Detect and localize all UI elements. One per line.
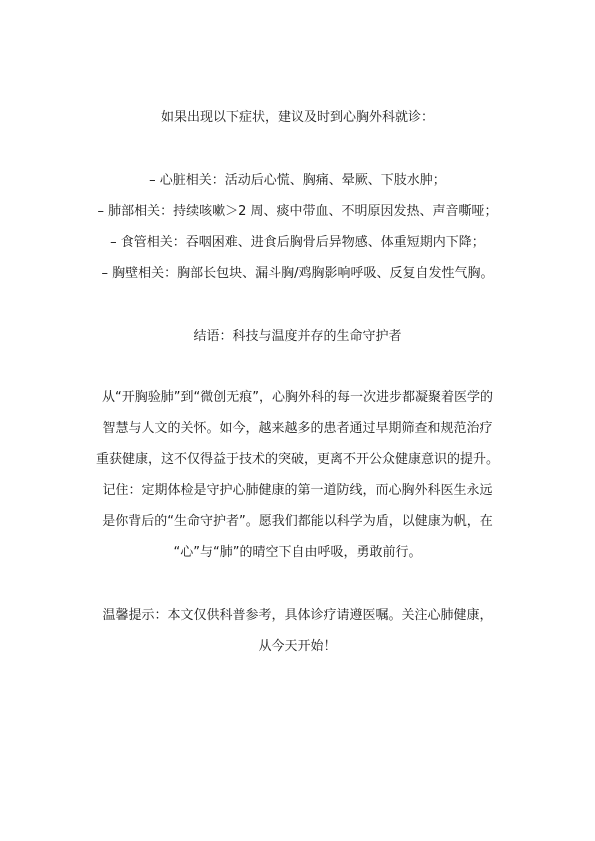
- intro-text: 如果出现以下症状，建议及时到心胸外科就诊：: [160, 110, 434, 125]
- reminder-line: 温馨提示：本文仅供科普参考，具体诊疗请遵医嘱。关注心肺健康，: [102, 608, 493, 623]
- conclusion-line: 智慧与人文的关怀。如今，越来越多的患者通过早期筛查和规范治疗: [102, 421, 493, 436]
- conclusion-line: 从“开胸验肺”到“微创无痕”，心胸外科的每一次进步都凝聚着医学的: [102, 390, 493, 405]
- symptom-heart: – 心脏相关：活动后心慌、胸痛、晕厥、下肢水肿；: [149, 173, 446, 188]
- reminder-line: 从今天开始！: [258, 639, 337, 654]
- conclusion-line: 是你背后的“生命守护者”。愿我们都能以科学为盾，以健康为帆，在: [102, 514, 493, 529]
- conclusion-line: “心”与“肺”的晴空下自由呼吸，勇敢前行。: [173, 545, 422, 560]
- conclusion-line: 重获健康，这不仅得益于技术的突破，更离不开公众健康意识的提升。: [95, 452, 499, 467]
- conclusion-heading: 结语：科技与温度并存的生命守护者: [193, 329, 402, 344]
- conclusion-line: 记住：定期体检是守护心肺健康的第一道防线，而心胸外科医生永远: [102, 483, 493, 498]
- symptom-chest-wall: – 胸壁相关：胸部长包块、漏斗胸/鸡胸影响呼吸、反复自发性气胸。: [101, 266, 494, 281]
- symptom-esophagus: – 食管相关：吞咽困难、进食后胸骨后异物感、体重短期内下降；: [110, 235, 485, 250]
- symptom-lung: – 肺部相关：持续咳嗽＞2 周、痰中带血、不明原因发热、声音嘶哑；: [97, 204, 498, 219]
